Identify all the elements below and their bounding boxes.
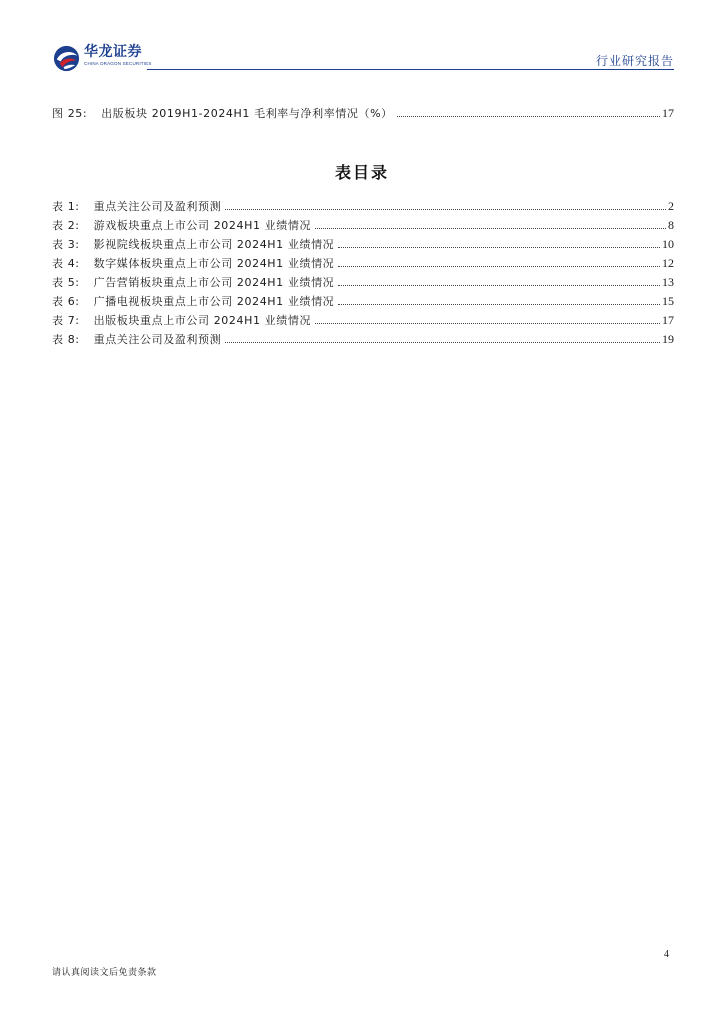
table-toc-entry[interactable] <box>52 197 674 214</box>
table-toc-entry[interactable] <box>52 292 674 309</box>
logo-text <box>84 44 152 67</box>
toc-entry-title: 重点关注公司及盈利预测 <box>93 200 222 213</box>
company-logo <box>52 44 152 73</box>
toc-entry-label: 表 6: <box>52 295 80 308</box>
toc-entry-title: 重点关注公司及盈利预测 <box>93 333 222 346</box>
toc-entry-title: 广播电视板块重点上市公司 2024H1 业绩情况 <box>93 295 335 308</box>
table-toc-title: 表目录 <box>334 163 389 182</box>
header-divider <box>147 69 674 70</box>
toc-entry-title: 数字媒体板块重点上市公司 2024H1 业绩情况 <box>93 257 335 270</box>
toc-entry-title: 游戏板块重点上市公司 2024H1 业绩情况 <box>93 219 312 232</box>
page-header <box>52 40 674 71</box>
disclaimer-note: 请认真阅读文后免责条款 <box>52 968 157 978</box>
toc-entry-label: 图 25: <box>52 107 88 120</box>
toc-entry-label: 表 1: <box>52 200 80 213</box>
toc-entry-label: 表 4: <box>52 257 80 270</box>
toc-entry-page: 17 <box>662 313 674 327</box>
toc-entry-page: 13 <box>662 275 674 289</box>
table-toc-entry[interactable] <box>52 235 674 252</box>
table-toc-entry[interactable] <box>52 311 674 328</box>
toc-dot-leader <box>225 209 666 210</box>
toc-entry-title: 广告营销板块重点上市公司 2024H1 业绩情况 <box>93 276 335 289</box>
toc-entry-page: 10 <box>662 237 674 251</box>
toc-entry-title: 出版板块 2019H1-2024H1 毛利率与净利率情况（%） <box>101 107 393 120</box>
toc-dot-leader <box>315 228 666 229</box>
toc-entry-page: 15 <box>662 294 674 308</box>
toc-entry-page: 17 <box>662 106 674 120</box>
china-dragon-logo-icon <box>52 44 81 73</box>
toc-dot-leader <box>338 247 660 248</box>
table-toc-entry[interactable] <box>52 216 674 233</box>
toc-entry-title: 影视院线板块重点上市公司 2024H1 业绩情况 <box>93 238 335 251</box>
toc-entry-page: 19 <box>662 332 674 346</box>
toc-entry-label: 表 5: <box>52 276 80 289</box>
toc-dot-leader <box>315 323 660 324</box>
toc-entry-page: 2 <box>668 199 674 213</box>
logo-cn-name: 华龙证券 <box>84 44 142 60</box>
toc-dot-leader <box>397 116 660 117</box>
toc-entry-label: 表 8: <box>52 333 80 346</box>
figure-toc-entry[interactable] <box>52 104 674 121</box>
table-toc-entry[interactable] <box>52 330 674 347</box>
table-toc-entry[interactable] <box>52 273 674 290</box>
toc-entry-page: 12 <box>662 256 674 270</box>
toc-entry-page: 8 <box>668 218 674 232</box>
logo-en-name: CHINA DRAGON SECURITIES <box>84 61 152 66</box>
report-type-label: 行业研究报告 <box>595 54 674 68</box>
toc-entry-title: 出版板块重点上市公司 2024H1 业绩情况 <box>93 314 312 327</box>
table-toc-entry[interactable] <box>52 254 674 271</box>
toc-entry-label: 表 7: <box>52 314 80 327</box>
page-number: 4 <box>664 949 669 960</box>
toc-dot-leader <box>338 285 660 286</box>
toc-dot-leader <box>225 342 660 343</box>
toc-dot-leader <box>338 266 660 267</box>
toc-dot-leader <box>338 304 660 305</box>
toc-entry-label: 表 3: <box>52 238 80 251</box>
toc-entry-label: 表 2: <box>52 219 80 232</box>
